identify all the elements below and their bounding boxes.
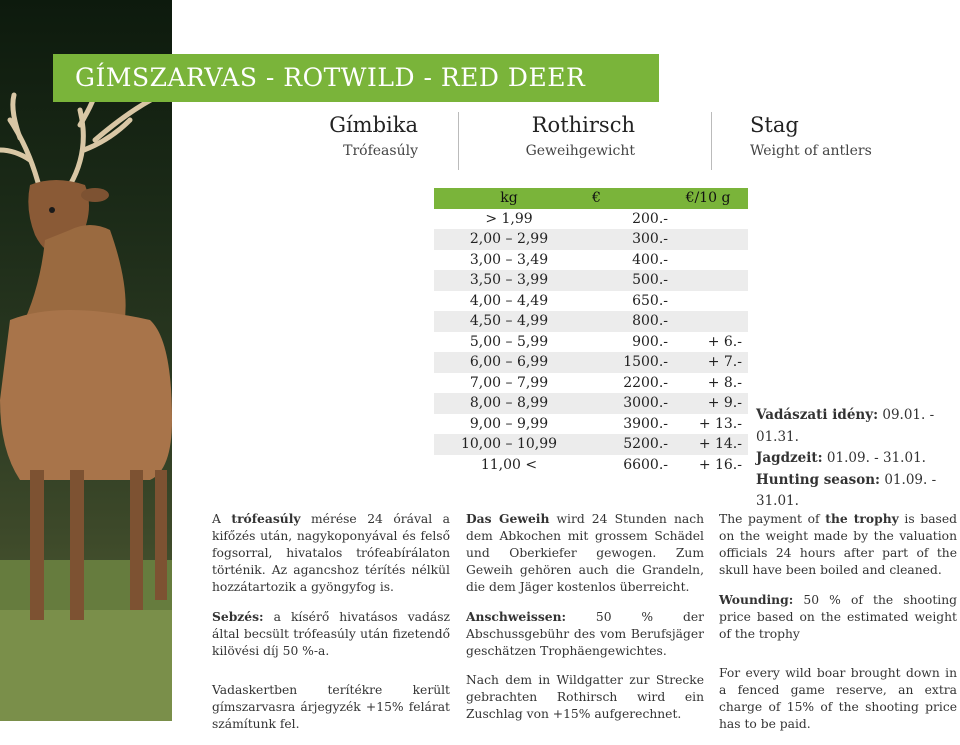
cell-extra: + 13.- xyxy=(674,414,748,435)
column-subtitle-de: Geweihgewicht xyxy=(525,143,635,159)
cell-price: 5200.- xyxy=(584,434,674,455)
table-header-row xyxy=(434,188,748,209)
season-en-label: Hunting season: xyxy=(756,471,881,488)
cell-price: 200.- xyxy=(584,209,674,230)
paragraph xyxy=(466,608,704,660)
season-de-label: Jagdzeit: xyxy=(756,450,823,466)
season-hu xyxy=(756,405,960,448)
text: is based on the weight made by the valuation officials 24 hours after part of the skull have been boiled and cleaned. xyxy=(719,512,957,577)
text: wird 24 Stunden nach dem Abkochen mit grossem Schädel und Oberkiefer gewogen. Zum Geweih gehören auch die Grandeln, die dem Jäger kostenlos überreicht. xyxy=(466,512,705,594)
cell-weight: 4,00 – 4,49 xyxy=(434,291,584,312)
text: A xyxy=(212,512,232,526)
text-bold: trófeasúly xyxy=(231,511,301,526)
cell-price: 3900.- xyxy=(584,414,674,435)
season-de-value: 01.09. - 31.01. xyxy=(826,450,926,466)
red-deer-photo xyxy=(0,0,172,721)
column-title-de: Rothirsch xyxy=(531,113,635,137)
paragraph: Vadaskertben terítékre került gímszarvasra árjegyzék +15% felárat számítunk fel. xyxy=(212,683,450,731)
season-en-value: 01.09. - 31.01. xyxy=(756,471,937,509)
cell-extra: + 16.- xyxy=(674,455,748,476)
deer-illustration xyxy=(0,0,172,721)
header-euro: € xyxy=(584,188,674,209)
cell-extra: + 7.- xyxy=(674,352,748,373)
table-row xyxy=(434,270,748,291)
price-table xyxy=(434,188,748,475)
cell-weight: 11,00 < xyxy=(434,455,584,476)
table-row xyxy=(434,352,748,373)
table-row xyxy=(434,414,748,435)
text: mérése 24 órával a kifőzés után, nagykoponyával és felső fogsorral, hivatalos trófeabírálaton történik. Az agancshoz térítés nélkül hozzátartozik a gyöngyfog is. xyxy=(212,512,450,594)
paragraph xyxy=(212,510,450,596)
cell-price: 3000.- xyxy=(584,393,674,414)
header-euro-per-10g: €/10 g xyxy=(674,188,748,209)
header-kg: kg xyxy=(434,188,584,209)
page-title: GÍMSZARVAS - ROTWILD - RED DEER xyxy=(53,54,659,102)
paragraph xyxy=(466,510,704,596)
cell-extra xyxy=(674,209,748,230)
cell-extra: + 14.- xyxy=(674,434,748,455)
cell-extra xyxy=(674,250,748,271)
cell-price: 900.- xyxy=(584,332,674,353)
cell-extra xyxy=(674,311,748,332)
text-bold: Anschweissen: xyxy=(466,609,567,624)
cell-price: 1500.- xyxy=(584,352,674,373)
text-bold: the trophy xyxy=(825,511,899,526)
column-subtitle-en: Weight of antlers xyxy=(750,143,872,159)
text: The payment of xyxy=(719,512,826,526)
paragraph: For every wild boar brought down in a fenced game reserve, an extra charge of 15% of the shooting price has to be paid. xyxy=(719,666,957,731)
text-column-de xyxy=(466,510,704,735)
cell-weight: 2,00 – 2,99 xyxy=(434,229,584,250)
cell-weight: 4,50 – 4,99 xyxy=(434,311,584,332)
text: a kísérő hivatásos vadász által becsült trófeasúly után fizetendő kilövési díj 50 %-a. xyxy=(212,610,450,658)
column-header-hu xyxy=(318,113,418,159)
cell-extra xyxy=(674,291,748,312)
table-row xyxy=(434,455,748,476)
cell-extra: + 6.- xyxy=(674,332,748,353)
text-bold: Sebzés: xyxy=(212,609,264,624)
season-hu-label: Vadászati idény: xyxy=(756,407,879,423)
cell-weight: 10,00 – 10,99 xyxy=(434,434,584,455)
cell-price: 650.- xyxy=(584,291,674,312)
table-row xyxy=(434,311,748,332)
cell-extra xyxy=(674,270,748,291)
season-hu-value: 09.01. - 01.31. xyxy=(756,407,935,445)
column-subtitle-hu: Trófeasúly xyxy=(343,143,418,159)
column-title-en: Stag xyxy=(750,113,799,137)
table-row xyxy=(434,373,748,394)
paragraph xyxy=(212,608,450,660)
table-row xyxy=(434,434,748,455)
cell-weight: 7,00 – 7,99 xyxy=(434,373,584,394)
table-row xyxy=(434,229,748,250)
column-title-hu: Gímbika xyxy=(329,113,418,137)
cell-weight: 9,00 – 9,99 xyxy=(434,414,584,435)
text-column-hu xyxy=(212,510,450,745)
paragraph xyxy=(719,510,957,579)
cell-price: 800.- xyxy=(584,311,674,332)
table-row xyxy=(434,209,748,230)
column-divider xyxy=(458,112,459,170)
cell-extra xyxy=(674,229,748,250)
text: 50 % of the shooting price based on the estimated weight of the trophy xyxy=(719,593,957,641)
column-header-en xyxy=(750,113,890,159)
cell-extra: + 8.- xyxy=(674,373,748,394)
cell-weight: 3,00 – 3,49 xyxy=(434,250,584,271)
cell-price: 2200.- xyxy=(584,373,674,394)
text-bold: Das Geweih xyxy=(466,511,550,526)
text-bold: Wounding: xyxy=(719,592,794,607)
season-de xyxy=(756,448,960,470)
table-row xyxy=(434,250,748,271)
cell-extra: + 9.- xyxy=(674,393,748,414)
cell-price: 400.- xyxy=(584,250,674,271)
text: 50 % der Abschussgebühr des vom Berufsjäger geschätzen Trophäengewichtes. xyxy=(466,610,704,658)
cell-weight: > 1,99 xyxy=(434,209,584,230)
paragraph xyxy=(719,591,957,643)
season-en xyxy=(756,470,960,513)
cell-weight: 3,50 – 3,99 xyxy=(434,270,584,291)
table-row xyxy=(434,393,748,414)
cell-weight: 6,00 – 6,99 xyxy=(434,352,584,373)
cell-price: 500.- xyxy=(584,270,674,291)
cell-price: 6600.- xyxy=(584,455,674,476)
table-row xyxy=(434,291,748,312)
column-header-de xyxy=(500,113,635,159)
column-divider xyxy=(711,112,712,170)
hunting-season xyxy=(756,405,960,513)
cell-weight: 5,00 – 5,99 xyxy=(434,332,584,353)
table-row xyxy=(434,332,748,353)
paragraph: Nach dem in Wildgatter zur Strecke gebrachten Rothirsch wird ein Zuschlag von +15% aufgerechnet. xyxy=(466,673,704,721)
cell-weight: 8,00 – 8,99 xyxy=(434,393,584,414)
text-column-en xyxy=(719,510,957,745)
cell-price: 300.- xyxy=(584,229,674,250)
